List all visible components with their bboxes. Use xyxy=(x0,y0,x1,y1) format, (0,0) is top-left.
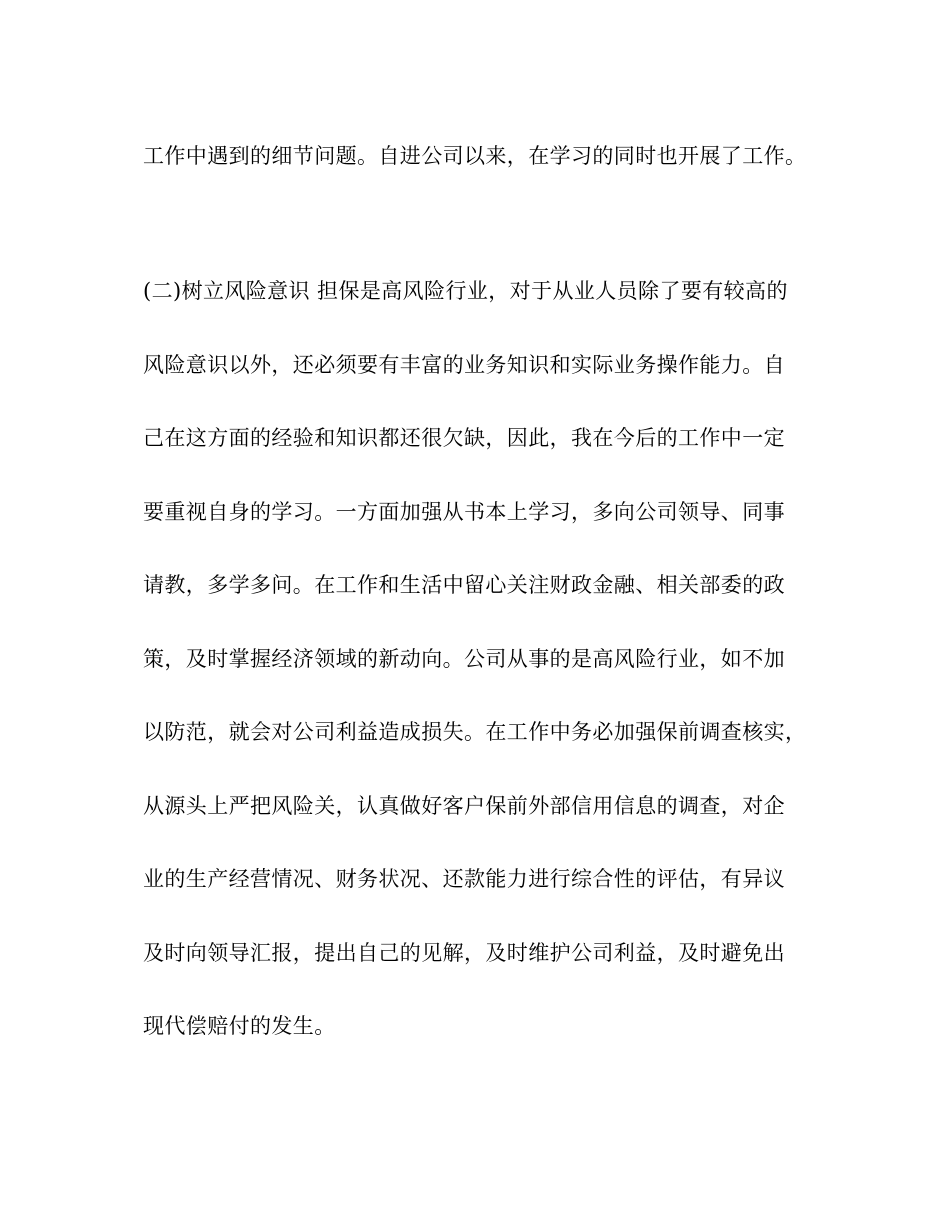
text-line: 请教，多学多问。在工作和生活中留心关注财政金融、相关部委的政 xyxy=(143,573,785,597)
text-line: 及时向领导汇报，提出自己的见解，及时维护公司利益，及时避免出 xyxy=(143,940,785,965)
text-line: 己在这方面的经验和知识都还很欠缺，因此，我在今后的工作中一定 xyxy=(143,426,785,450)
text-line: 现代偿赔付的发生。 xyxy=(143,1014,336,1038)
text-line: (二)树立风险意识 担保是高风险行业，对于从业人员除了要有较高的 xyxy=(143,279,788,303)
text-line: 从源头上严把风险关，认真做好客户保前外部信用信息的调查，对企 xyxy=(143,793,785,818)
text-line: 要重视自身的学习。一方面加强从书本上学习，多向公司领导、同事 xyxy=(143,499,785,524)
paragraph-continuation xyxy=(143,144,813,168)
text-line: 工作中遇到的细节问题。自进公司以来，在学习的同时也开展了工作。 xyxy=(143,144,807,168)
text-line: 业的生产经营情况、财务状况、还款能力进行综合性的评估，有异议 xyxy=(143,867,785,891)
paragraph-risk-awareness xyxy=(143,279,813,1038)
text-line: 以防范，就会对公司利益造成损失。在工作中务必加强保前调查核实， xyxy=(143,720,807,744)
text-line: 策，及时掌握经济领域的新动向。公司从事的是高风险行业，如不加 xyxy=(143,646,785,671)
text-line: 风险意识以外，还必须要有丰富的业务知识和实际业务操作能力。自 xyxy=(143,352,785,377)
